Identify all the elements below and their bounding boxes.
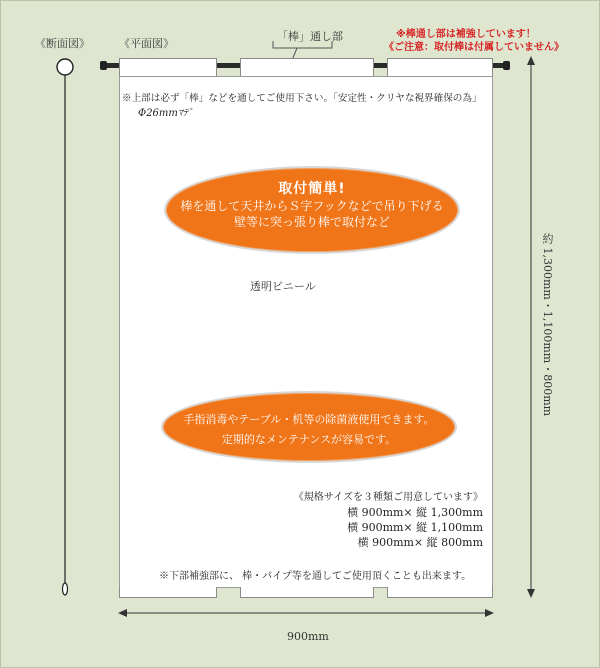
size-item: 横 900mm× 縦 1,100mm [347, 521, 483, 534]
rod-not-included-note: 《ご注意：取付棒は付属していません》 [384, 42, 564, 53]
section-view-label: 《断面図》 [35, 37, 90, 50]
sizes-heading: 《規格サイズを３種類ご用意しています》 [293, 492, 483, 503]
section-rod-circle [57, 59, 73, 75]
section-bottom-loop [63, 583, 68, 595]
hygiene-callout [161, 391, 457, 463]
hygiene-callout-line2: 定期的なメンテナンスが容易です。 [221, 433, 397, 446]
height-dimension-label: 約 1,300mm・1,100mm・800mm [541, 233, 554, 417]
size-item: 横 900mm× 縦 1,300mm [347, 506, 483, 519]
install-callout-line2: 壁等に突っ張り棒で取付など [233, 215, 390, 229]
bottom-tab-left [119, 587, 217, 598]
hygiene-callout-line1: 手指消毒やテーブル・机等の除菌液使用できます。 [183, 413, 435, 426]
bottom-tab-center [240, 587, 374, 598]
rod-end-right [503, 61, 510, 70]
reinforced-note: ※棒通し部は補強しています！ [396, 29, 536, 40]
width-dimension-label: 900mm [287, 630, 329, 643]
sizes-block [294, 490, 483, 550]
top-tab-center [240, 58, 374, 76]
top-usage-note: ※上部は必ず「棒」などを通してご使用下さい。「安定性・クリヤな視界確保の為」 [122, 93, 482, 104]
top-tab-left [119, 58, 217, 76]
top-tab-right [387, 58, 493, 76]
material-label: 透明ビニール [250, 280, 316, 293]
rod-end-left [100, 61, 107, 70]
size-item: 横 900mm× 縦 800mm [357, 536, 483, 549]
diameter-note: Φ26mmﾏﾃﾞ [138, 108, 193, 119]
install-callout-line1: 棒を通して天井からＳ字フックなどで吊り下げる [180, 199, 444, 213]
install-callout [164, 166, 460, 254]
install-callout-title: 取付簡単! [278, 181, 346, 197]
bottom-usage-note: ※下部補強部に、 棒・パイプ等を通してご使用頂くことも出来ます。 [159, 571, 472, 582]
rod-section-label: 「棒」通し部 [277, 30, 343, 43]
bottom-tab-right [387, 587, 493, 598]
plan-view-label: 《平面図》 [119, 37, 174, 50]
